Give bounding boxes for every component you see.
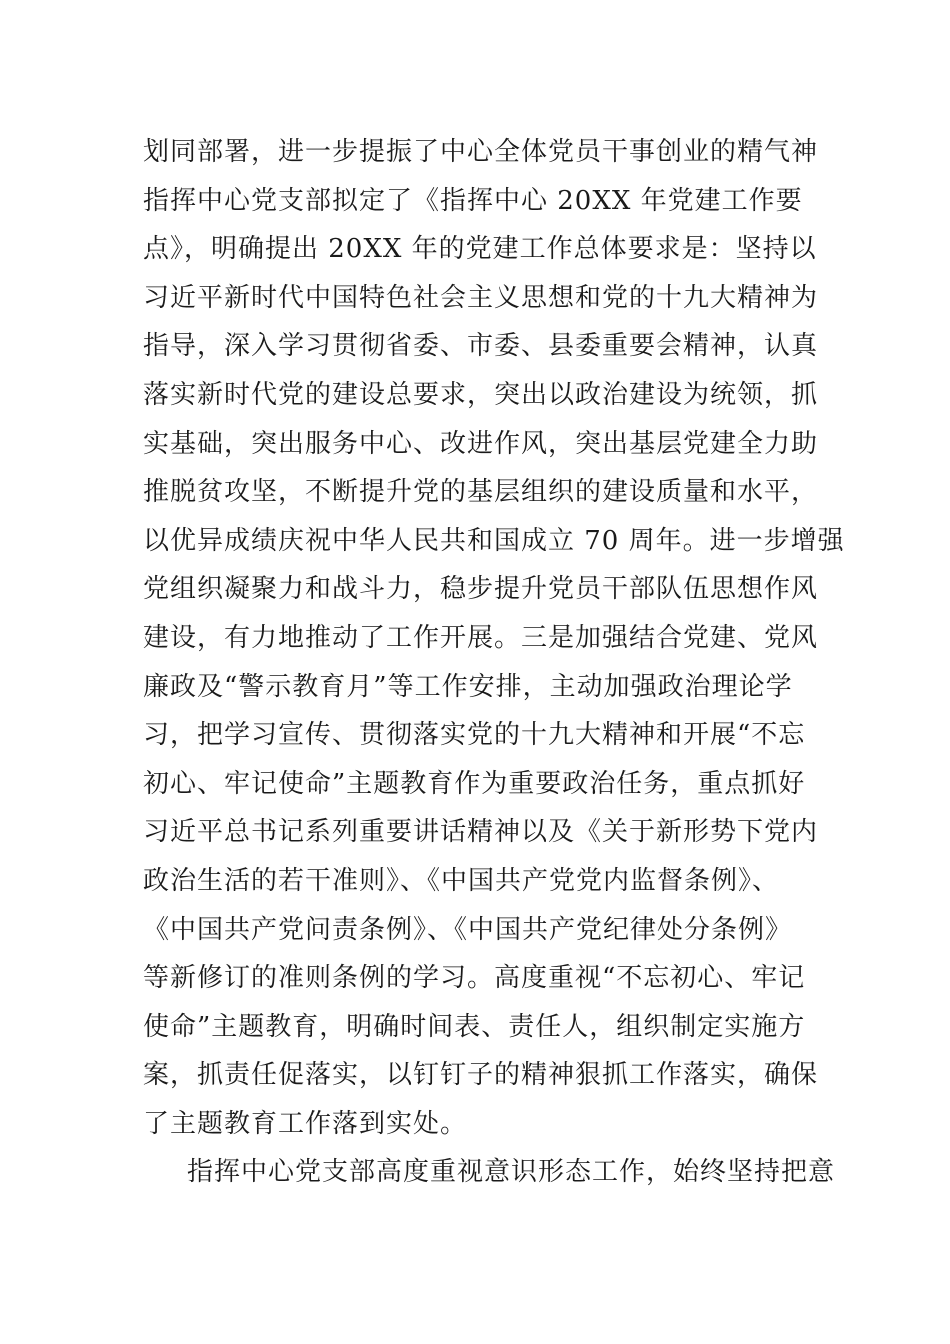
text-line: 习近平总书记系列重要讲话精神以及《关于新形势下党内	[143, 817, 819, 848]
text-line: 《中国共产党问责条例》、《中国共产党纪律处分条例》	[143, 914, 793, 945]
paragraph-first-line: 指挥中心党支部高度重视意识形态工作，始终坚持把意	[187, 1157, 836, 1188]
text-line: 初心、牢记使命”主题教育作为重要政治任务，重点抓好	[143, 768, 806, 799]
text-line: 政治生活的若干准则》、《中国共产党党内监督条例》、	[143, 865, 780, 896]
text-line: 点》，明确提出 20XX 年的党建工作总体要求是：坚持以	[143, 234, 817, 265]
text-line: 等新修订的准则条例的学习。高度重视“不忘初心、牢记	[143, 963, 806, 994]
text-line: 了主题教育工作落到实处。	[143, 1108, 468, 1139]
text-line: 指挥中心党支部拟定了《指挥中心 20XX 年党建工作要	[143, 185, 803, 216]
text-line: 以优异成绩庆祝中华人民共和国成立 70 周年。进一步增强	[143, 525, 845, 556]
body-text	[143, 128, 845, 1197]
text-line: 划同部署，进一步提振了中心全体党员干事创业的精气神	[143, 137, 819, 167]
text-line: 建设，有力地推动了工作开展。三是加强结合党建、党风	[143, 622, 819, 653]
text-line: 使命”主题教育，明确时间表、责任人，组织制定实施方	[143, 1011, 806, 1042]
text-line: 案，抓责任促落实，以钉钉子的精神狠抓工作落实，确保	[143, 1060, 819, 1091]
text-line: 廉政及“警示教育月”等工作安排，主动加强政治理论学	[143, 671, 793, 702]
text-line: 党组织凝聚力和战斗力，稳步提升党员干部队伍思想作风	[143, 574, 819, 605]
text-line: 落实新时代党的建设总要求，突出以政治建设为统领，抓	[143, 379, 819, 410]
text-line: 习近平新时代中国特色社会主义思想和党的十九大精神为	[143, 282, 819, 313]
text-line: 实基础，突出服务中心、改进作风，突出基层党建全力助	[143, 428, 819, 459]
text-line: 推脱贫攻坚，不断提升党的基层组织的建设质量和水平，	[143, 477, 819, 508]
text-line: 指导，深入学习贯彻省委、市委、县委重要会精神，认真	[143, 331, 819, 362]
text-line: 习，把学习宣传、贯彻落实党的十九大精神和开展“不忘	[143, 720, 806, 751]
